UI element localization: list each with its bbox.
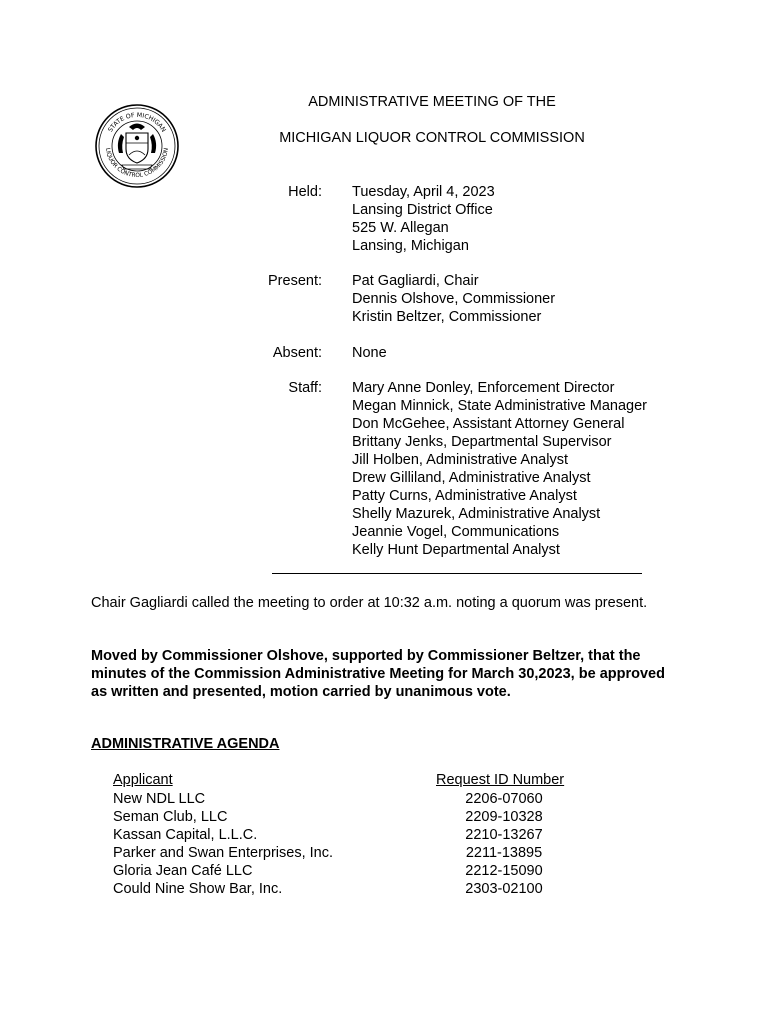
present-member: Pat Gagliardi, Chair — [352, 273, 479, 289]
state-seal-icon — [94, 103, 180, 189]
agenda-applicant: Parker and Swan Enterprises, Inc. — [113, 845, 334, 861]
document-title-line-2: MICHIGAN LIQUOR CONTROL COMMISSION — [279, 130, 585, 146]
absent-label: Absent: — [272, 345, 322, 361]
staff-member: Don McGehee, Assistant Attorney General — [352, 416, 625, 432]
motion-line: as written and presented, motion carried by unanimous vote. — [91, 684, 511, 700]
staff-member: Megan Minnick, State Administrative Manager — [352, 398, 647, 414]
agenda-column-applicant: Applicant — [113, 772, 173, 788]
absent-member: None — [352, 345, 387, 361]
agenda-row — [113, 844, 583, 862]
staff-member: Mary Anne Donley, Enforcement Director — [352, 380, 615, 396]
seal-text-bottom: LIQUOR CONTROL COMMISSION — [104, 147, 170, 180]
present-member: Dennis Olshove, Commissioner — [352, 291, 556, 307]
staff-member: Drew Gilliland, Administrative Analyst — [352, 470, 591, 486]
agenda-heading: ADMINISTRATIVE AGENDA — [91, 736, 280, 752]
agenda-request-id: 2211-13895 — [465, 845, 543, 861]
absent-list — [352, 344, 387, 362]
document-title-line-1: ADMINISTRATIVE MEETING OF THE — [308, 94, 556, 110]
held-date: Tuesday, April 4, 2023 — [352, 184, 495, 200]
held-label: Held: — [288, 184, 322, 200]
agenda-request-id: 2210-13267 — [465, 827, 543, 843]
staff-member: Patty Curns, Administrative Analyst — [352, 488, 577, 504]
motion-line: Moved by Commissioner Olshove, supported by Commissioner Beltzer, that the — [91, 648, 641, 664]
staff-member: Kelly Hunt Departmental Analyst — [352, 542, 560, 558]
agenda-request-id: 2303-02100 — [465, 881, 543, 897]
staff-member: Shelly Mazurek, Administrative Analyst — [352, 506, 601, 522]
motion-line: minutes of the Commission Administrative Meeting for March 30,2023, be approved — [91, 666, 665, 682]
agenda-applicant: Kassan Capital, L.L.C. — [113, 827, 258, 843]
present-label: Present: — [268, 273, 322, 289]
staff-member: Jeannie Vogel, Communications — [352, 524, 560, 540]
present-list — [352, 272, 555, 326]
agenda-applicant: Seman Club, LLC — [113, 809, 228, 825]
section-divider — [272, 573, 642, 574]
held-location: Lansing District Office — [352, 202, 493, 218]
agenda-request-id: 2209-10328 — [465, 809, 543, 825]
agenda-row — [113, 790, 583, 808]
staff-member: Brittany Jenks, Departmental Supervisor — [352, 434, 612, 450]
staff-label: Staff: — [288, 380, 322, 396]
agenda-applicant: Gloria Jean Café LLC — [113, 863, 253, 879]
seal-text-top: STATE OF MICHIGAN — [107, 111, 167, 134]
staff-member: Jill Holben, Administrative Analyst — [352, 452, 568, 468]
agenda-table — [113, 790, 583, 898]
agenda-row — [113, 826, 583, 844]
agenda-request-id: 2212-15090 — [465, 863, 543, 879]
held-details — [352, 183, 495, 255]
agenda-row — [113, 862, 583, 880]
agenda-row — [113, 880, 583, 898]
motion-paragraph — [91, 647, 681, 701]
agenda-column-request-id: Request ID Number — [436, 772, 565, 788]
held-address: 525 W. Allegan — [352, 220, 449, 236]
agenda-request-id: 2206-07060 — [465, 791, 543, 807]
agenda-applicant: New NDL LLC — [113, 791, 206, 807]
agenda-row — [113, 808, 583, 826]
held-city: Lansing, Michigan — [352, 238, 469, 254]
agenda-applicant: Could Nine Show Bar, Inc. — [113, 881, 283, 897]
call-to-order-text: Chair Gagliardi called the meeting to order at 10:32 a.m. noting a quorum was present. — [91, 595, 648, 611]
present-member: Kristin Beltzer, Commissioner — [352, 309, 542, 325]
staff-list — [352, 379, 647, 559]
